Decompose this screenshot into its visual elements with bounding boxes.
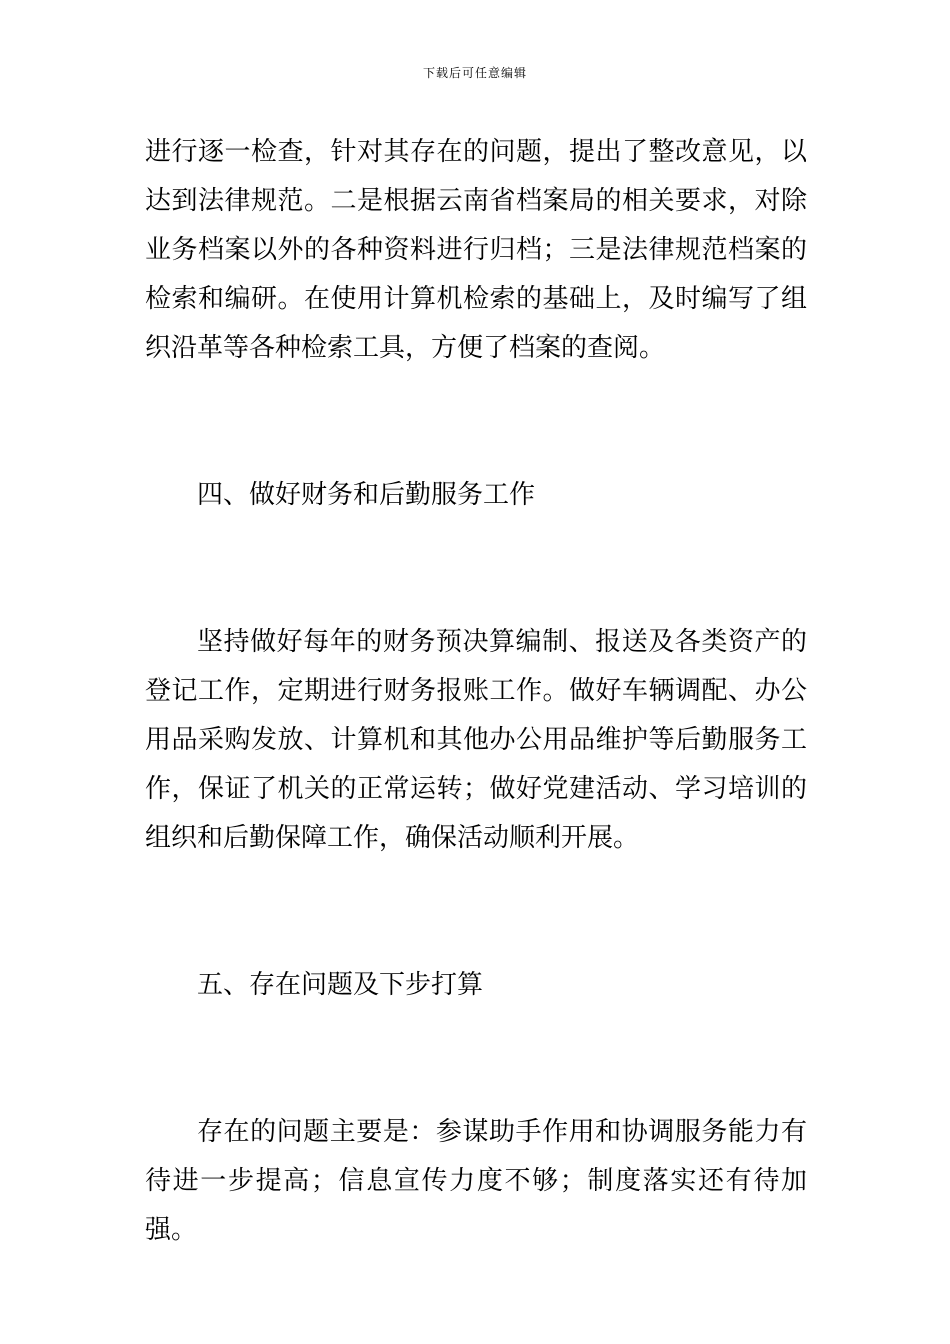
paragraph-archives: 进行逐一检查，针对其存在的问题，提出了整改意见，以达到法律规范。二是根据云南省档案局的相关要求，对除业务档案以外的各种资料进行归档；三是法律规范档案的检索和编研。在使用计算机检索的基础上，及时编写了组织沿革等各种检索工具，方便了档案的查阅。: [145, 137, 807, 363]
spacer: [145, 373, 807, 471]
header-note: 下载后可任意编辑: [422, 66, 527, 80]
section-heading-4: 四、做好财务和后勤服务工作: [197, 480, 536, 510]
paragraph-finance: 坚持做好每年的财务预决算编制、报送及各类资产的登记工作，定期进行财务报账工作。做好车辆调配、办公用品采购发放、计算机和其他办公用品维护等后勤服务工作，保证了机关的正常运转；做好党建活动、学习培训的组织和后勤保障工作，确保活动顺利开展。: [145, 627, 807, 853]
document-body: [145, 128, 807, 1255]
spacer: [145, 863, 807, 961]
spacer: [145, 520, 807, 618]
spacer: [145, 1010, 807, 1108]
section-heading-5: 五、存在问题及下步打算: [197, 970, 484, 1000]
paragraph-problems: 存在的问题主要是：参谋助手作用和协调服务能力有待进一步提高；信息宣传力度不够；制度落实还有待加强。: [145, 1117, 807, 1245]
